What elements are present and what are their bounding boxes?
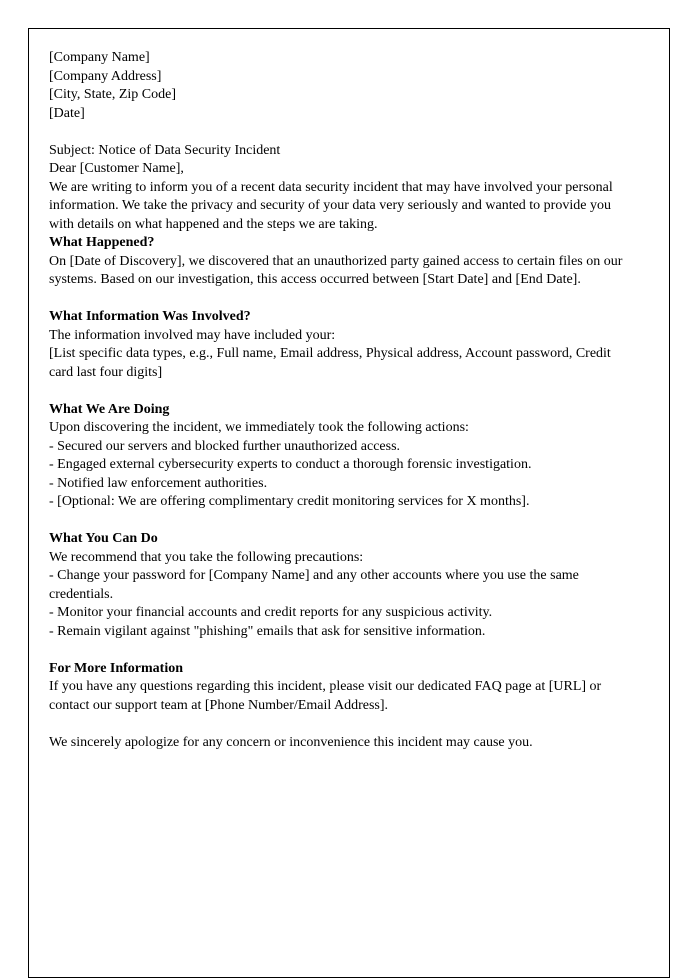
section-paragraph: If you have any questions regarding this incident, please visit our dedicated FAQ page at [URL] or contact our support team at [Phone Number/Email Address]. — [49, 679, 602, 713]
section-heading: What Happened? — [49, 235, 155, 250]
closing-paragraph: We sincerely apologize for any concern or inconvenience this incident may cause you. — [49, 734, 533, 750]
section-what-information-was-involved — [49, 308, 627, 382]
data-types-placeholder: [List specific data types, e.g., Full name, Email address, Physical address, Account password, Credit card last four digits] — [49, 346, 611, 380]
bullet-item: - Secured our servers and blocked further unauthorized access. — [49, 438, 401, 454]
company-address-placeholder: [Company Address] — [49, 68, 162, 84]
bullet-item: - Engaged external cybersecurity experts to conduct a thorough forensic investigation. — [49, 457, 532, 472]
date-placeholder: [Date] — [49, 105, 85, 121]
subject-line: Subject: Notice of Data Security Incident — [49, 142, 281, 158]
section-paragraph: We recommend that you take the following precautions: — [49, 549, 364, 565]
bullet-item: - Notified law enforcement authorities. — [49, 475, 268, 491]
intro-paragraph: We are writing to inform you of a recent data security incident that may have involved your personal information. We take the privacy and security of your data very seriously and wanted to provide you with details on what happened and the steps we are taking. — [49, 179, 613, 232]
section-what-you-can-do — [49, 530, 627, 641]
section-heading: What We Are Doing — [49, 401, 170, 417]
bullet-item: - Change your password for [Company Name] and any other accounts where you use the same credentials. — [49, 568, 579, 602]
bullet-item: - Remain vigilant against "phishing" emails that ask for sensitive information. — [49, 623, 486, 639]
section-paragraph: On [Date of Discovery], we discovered that an unauthorized party gained access to certain files on our systems. Based on our investigation, this access occurred between [Start Date] and [End Date]. — [49, 253, 623, 287]
section-for-more-information — [49, 660, 627, 716]
section-heading: What You Can Do — [49, 531, 158, 546]
bullet-item: - Monitor your financial accounts and credit reports for any suspicious activity. — [49, 605, 493, 620]
section-heading: What Information Was Involved? — [49, 309, 251, 324]
section-heading: For More Information — [49, 660, 184, 676]
letter-border-frame — [28, 28, 670, 978]
bullet-item: - [Optional: We are offering complimentary credit monitoring services for X months]. — [49, 494, 530, 509]
company-name-placeholder: [Company Name] — [49, 50, 150, 65]
section-what-happened — [49, 234, 627, 290]
section-paragraph: Upon discovering the incident, we immediately took the following actions: — [49, 420, 469, 435]
section-paragraph: The information involved may have included your: — [49, 327, 336, 343]
letter-page — [29, 29, 669, 772]
city-state-zip-placeholder: [City, State, Zip Code] — [49, 87, 177, 102]
letter-header-block — [49, 49, 627, 123]
salutation-line: Dear [Customer Name], — [49, 161, 184, 176]
section-what-we-are-doing — [49, 401, 627, 512]
